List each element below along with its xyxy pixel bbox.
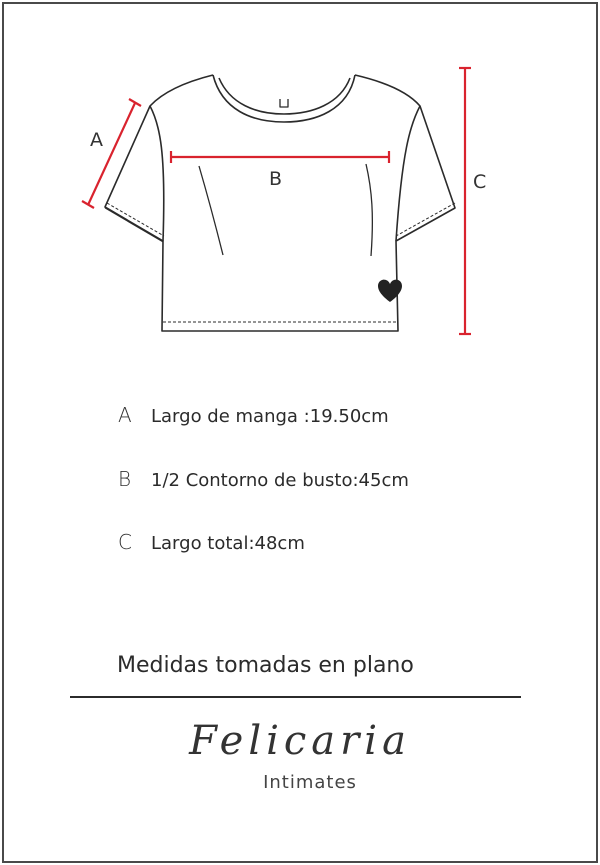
label-c: C <box>473 171 487 193</box>
label-b: B <box>269 168 283 190</box>
label-a: A <box>90 129 103 151</box>
measure-line-b <box>171 151 389 163</box>
measurement-text: 1/2 Contorno de busto:45cm <box>151 470 409 491</box>
brand-subtitle: Intimates <box>263 772 357 793</box>
measurement-row-a <box>118 403 389 427</box>
brand-logo: Felicaria <box>189 718 411 764</box>
measurement-text: Largo total:48cm <box>151 533 305 554</box>
measurement-row-c <box>118 530 305 554</box>
tshirt-outline <box>105 75 455 331</box>
measurement-note: Medidas tomadas en plano <box>117 653 414 678</box>
measurement-letter: C <box>118 530 132 554</box>
measure-line-c <box>459 68 471 334</box>
tshirt-diagram <box>0 0 600 360</box>
measurement-text: Largo de manga :19.50cm <box>151 406 389 427</box>
divider <box>70 696 521 698</box>
measurement-letter: B <box>118 467 132 491</box>
measurement-row-b <box>118 467 409 491</box>
heart-logo-icon <box>378 280 402 302</box>
measurement-letter: A <box>118 403 132 427</box>
